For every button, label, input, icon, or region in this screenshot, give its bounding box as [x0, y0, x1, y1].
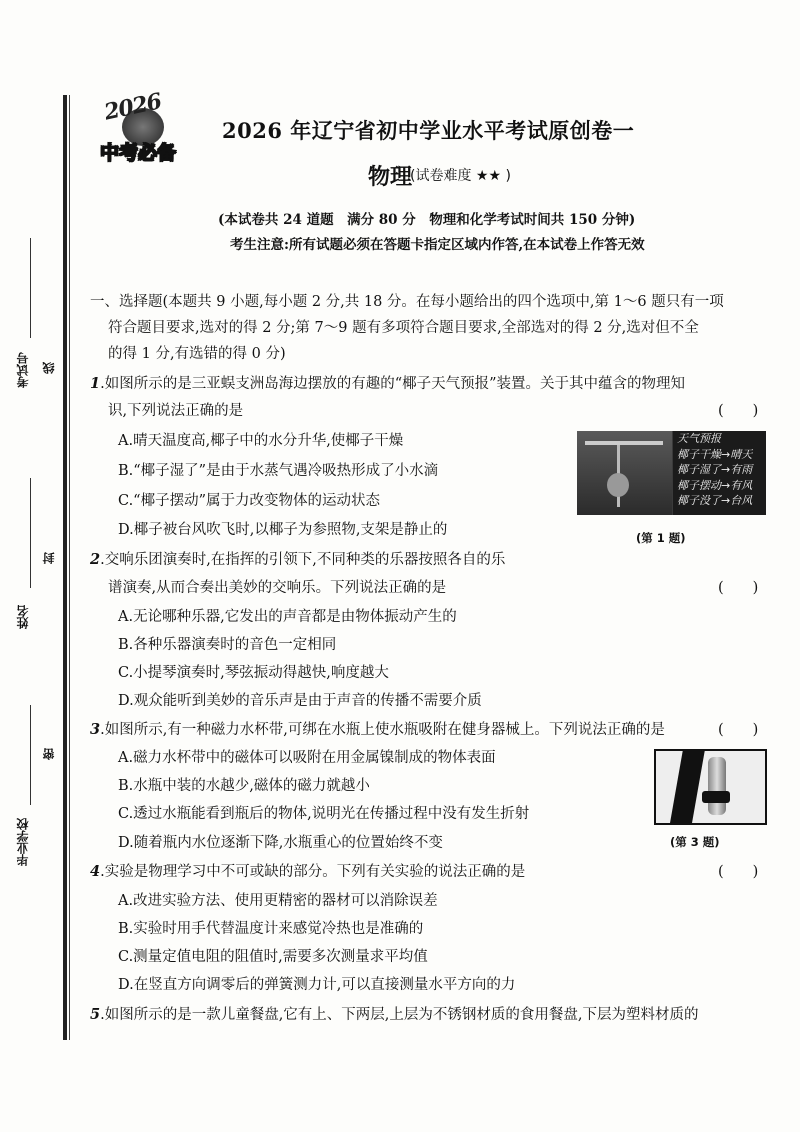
- option-d: D.观众能听到美妙的音乐声是由于声音的传播不需要介质: [118, 693, 482, 709]
- question-stem: 3.如图所示,有一种磁力水杯带,可绑在水瓶上使水瓶吸附在健身器械上。下列说法正确的是: [90, 721, 665, 738]
- subject-title: 物理: [368, 164, 413, 190]
- exam-logo: [96, 88, 200, 166]
- school-label: 毕业学校: [16, 818, 30, 866]
- option-c: C.小提琴演奏时,琴弦振动得越快,响度越大: [118, 665, 389, 681]
- option-a: A.晴天温度高,椰子中的水分升华,使椰子干燥: [118, 433, 404, 449]
- option-b: B.水瓶中装的水越少,磁体的磁力就越小: [118, 778, 370, 794]
- section-instructions-line: 的得 1 分,有选错的得 0 分): [108, 346, 286, 362]
- logo-year: 2026: [101, 88, 164, 126]
- exam-notice: 考生注意:所有试题必须在答题卡指定区域内作答,在本试卷上作答无效: [230, 237, 645, 253]
- logo-text: 中考必备: [100, 142, 177, 164]
- answer-paren: ( ): [718, 403, 759, 419]
- seal-mark-secret: 密: [42, 748, 56, 760]
- forecast-board: [673, 431, 766, 515]
- binding-margin-line-inner: [69, 95, 70, 1040]
- page-title: 2026 年辽宁省初中学业水平考试原创卷一: [222, 118, 635, 143]
- answer-paren: ( ): [718, 722, 759, 738]
- section-instructions-line: 符合题目要求,选对的得 2 分;第 7～9 题有多项符合题目要求,全部选对的得 2 分,选对但不全: [108, 320, 699, 336]
- question-number: 2: [90, 551, 101, 568]
- option-a: A.磁力水杯带中的磁体可以吸附在用金属镍制成的物体表面: [118, 750, 496, 766]
- question-number: 5: [90, 1006, 101, 1023]
- seal-mark-line: 线: [42, 362, 56, 374]
- school-rule: [30, 705, 31, 805]
- question-stem: 5.如图所示的是一款儿童餐盘,它有上、下两层,上层为不锈钢材质的食用餐盘,下层为塑料材质的: [90, 1006, 699, 1023]
- option-a: A.无论哪种乐器,它发出的声音都是由物体振动产生的: [118, 609, 457, 625]
- option-b: B.各种乐器演奏时的音色一定相同: [118, 637, 337, 653]
- figure-caption: (第 1 题): [636, 531, 686, 545]
- question-number: 1: [90, 375, 101, 392]
- seal-mark-seal: 封: [42, 552, 56, 564]
- exam-no-label: 考试号: [16, 352, 30, 388]
- board-line: 椰子湿了→有雨: [677, 463, 753, 476]
- name-rule: [30, 478, 31, 588]
- question-stem-cont: 识,下列说法正确的是: [108, 403, 244, 419]
- figure-coconut-forecast: [577, 431, 766, 515]
- option-c: C.测量定值电阻的阻值时,需要多次测量求平均值: [118, 949, 428, 965]
- question-number: 3: [90, 721, 101, 738]
- name-label: 姓名: [16, 605, 30, 629]
- board-line: 椰子没了→台风: [677, 494, 753, 507]
- board-line: 椰子干燥→晴天: [677, 447, 753, 461]
- exam-info: (本试卷共 24 道题 满分 80 分 物理和化学考试时间共 150 分钟): [218, 212, 636, 228]
- difficulty-rating: (试卷难度 ★★ ): [410, 168, 511, 184]
- exam-no-rule: [30, 238, 31, 338]
- board-line: 天气预报: [677, 432, 721, 445]
- option-c: C.“椰子摆动”属于力改变物体的运动状态: [118, 493, 381, 509]
- binding-margin-line: [63, 95, 67, 1040]
- coconut-photo: [577, 431, 672, 515]
- board-line: 椰子摆动→有风: [677, 478, 753, 492]
- option-a: A.改进实验方法、使用更精密的器材可以消除误差: [118, 893, 438, 909]
- option-c: C.透过水瓶能看到瓶后的物体,说明光在传播过程中没有发生折射: [118, 806, 530, 822]
- answer-paren: ( ): [718, 864, 759, 880]
- question-number: 4: [90, 863, 101, 880]
- section-instructions-line: 一、选择题(本题共 9 小题,每小题 2 分,共 18 分。在每小题给出的四个选项中,第 1～6 题只有一项: [90, 294, 724, 310]
- option-b: B.实验时用手代替温度计来感觉冷热也是准确的: [118, 921, 424, 937]
- answer-paren: ( ): [718, 580, 759, 596]
- question-stem: 4.实验是物理学习中不可或缺的部分。下列有关实验的说法正确的是: [90, 863, 526, 880]
- question-stem-cont: 谱演奏,从而合奏出美妙的交响乐。下列说法正确的是: [108, 580, 447, 596]
- figure-magnetic-bottle: [654, 749, 767, 825]
- option-d: D.在竖直方向调零后的弹簧测力计,可以直接测量水平方向的力: [118, 977, 516, 993]
- option-d: D.随着瓶内水位逐渐下降,水瓶重心的位置始终不变: [118, 835, 443, 851]
- question-stem: 2.交响乐团演奏时,在指挥的引领下,不同种类的乐器按照各自的乐: [90, 551, 506, 568]
- option-b: B.“椰子湿了”是由于水蒸气遇冷吸热形成了小水滴: [118, 463, 439, 479]
- option-d: D.椰子被台风吹飞时,以椰子为参照物,支架是静止的: [118, 522, 448, 538]
- question-stem: 1.如图所示的是三亚蜈支洲岛海边摆放的有趣的“椰子天气预报”装置。关于其中蕴含的物理知: [90, 375, 686, 392]
- figure-caption: (第 3 题): [670, 835, 720, 849]
